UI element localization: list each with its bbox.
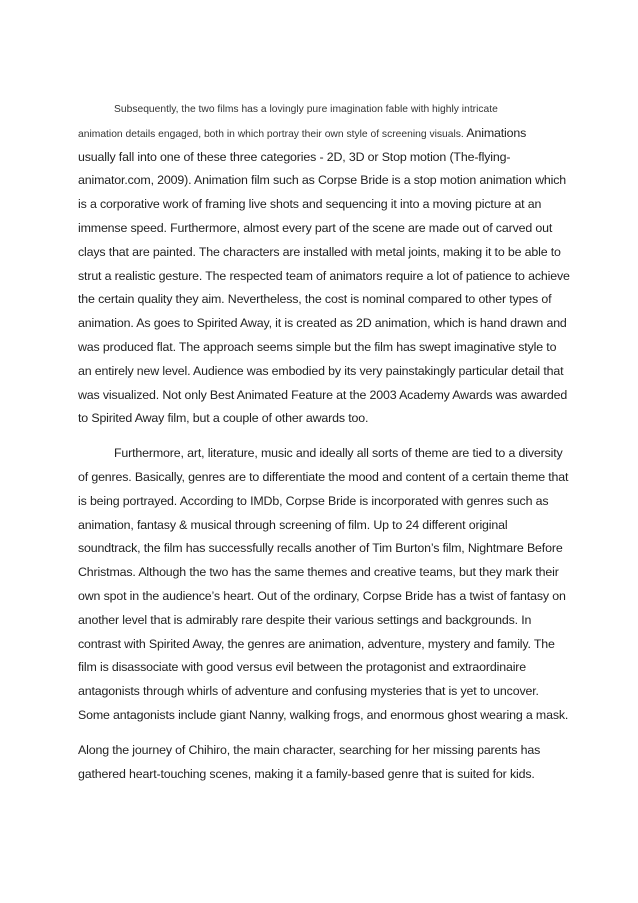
- text-line: Along the journey of Chihiro, the main character, searching for her missing parents has: [78, 742, 541, 757]
- text-line: contrast with Spirited Away, the genres are animation, adventure, mystery and family. The: [78, 636, 555, 651]
- text-line: gathered heart-touching scenes, making it a family-based genre that is suited for kids.: [78, 766, 535, 781]
- text-line-tail: Animations: [466, 125, 527, 140]
- text-line: was produced flat. The approach seems simple but the film has swept imaginative style to: [78, 339, 557, 354]
- paragraph-2: [78, 442, 569, 728]
- text-line: Christmas. Although the two has the same themes and creative teams, but they mark their: [78, 565, 559, 580]
- text-line: the certain quality they aim. Nevertheless, the cost is nominal compared to other types of: [78, 292, 552, 307]
- paragraph-spacer: [78, 431, 566, 442]
- text-line-mixed: [78, 122, 566, 146]
- text-line: animation. As goes to Spirited Away, it is created as 2D animation, which is hand drawn and: [78, 316, 567, 331]
- text-line: of genres. Basically, genres are to differentiate the mood and content of a certain theme that: [78, 469, 569, 484]
- document-page: [78, 98, 570, 786]
- text-line: an entirely new level. Audience was embodied by its very painstakingly particular detail that: [78, 363, 564, 378]
- text-line: film is disassociate with good versus evil between the protagonist and extraordinaire: [78, 660, 527, 675]
- text-line: Some antagonists include giant Nanny, walking frogs, and enormous ghost wearing a mask.: [78, 707, 569, 722]
- text-line: soundtrack, the film has successfully recalls another of Tim Burton’s film, Nightmare Before: [78, 541, 563, 556]
- paragraph-1: [78, 98, 570, 431]
- text-line: animation, fantasy & musical through screening of film. Up to 24 different original: [78, 517, 508, 532]
- text-line: Subsequently, the two films has a lovingly pure imagination fable with highly intricate: [114, 104, 498, 115]
- text-line: was visualized. Not only Best Animated Feature at the 2003 Academy Awards was awarded: [78, 387, 568, 402]
- text-line: to Spirited Away film, but a couple of other awards too.: [78, 411, 369, 426]
- text-line: clays that are painted. The characters are installed with metal joints, making it to be able to: [78, 244, 561, 259]
- text-line: animator.com, 2009). Animation film such as Corpse Bride is a stop motion animation which: [78, 173, 567, 188]
- text-line: is a corporative work of framing live shots and sequencing it into a moving picture at an: [78, 197, 542, 212]
- text-line: Furthermore, art, literature, music and ideally all sorts of theme are tied to a diversity: [114, 446, 563, 461]
- text-line: own spot in the audience’s heart. Out of the ordinary, Corpse Bride has a twist of fantasy on: [78, 588, 566, 603]
- text-line: is being portrayed. According to IMDb, Corpse Bride is incorporated with genres such as: [78, 493, 549, 508]
- text-line: immense speed. Furthermore, almost every part of the scene are made out of carved out: [78, 220, 553, 235]
- text-line: another level that is admirably rare despite their various settings and backgrounds. In: [78, 612, 532, 627]
- text-line-small: animation details engaged, both in which portray their own style of screening visuals.: [78, 128, 464, 140]
- text-line: usually fall into one of these three categories - 2D, 3D or Stop motion (The-flying-: [78, 149, 511, 164]
- paragraph-spacer: [78, 728, 566, 739]
- text-line: antagonists through whirls of adventure and confusing mysteries that is yet to uncover.: [78, 684, 539, 699]
- paragraph-3: [78, 739, 566, 787]
- text-line: strut a realistic gesture. The respected team of animators require a lot of patience to achieve: [78, 268, 570, 283]
